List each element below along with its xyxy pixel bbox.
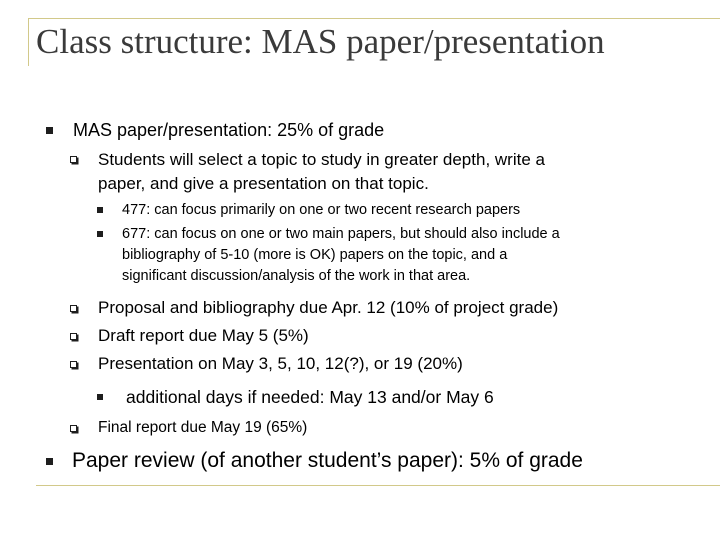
frame-left-line [28,18,29,66]
bullet-text: MAS paper/presentation: 25% of grade [73,120,385,140]
detail-text-line-2: bibliography of 5-10 (more is OK) papers on the topic, and a [122,247,508,263]
detail-text-line-3: significant discussion/analysis of the work in that area. [122,268,471,284]
checkbox-bullet-icon [70,305,77,312]
sub-item-text: Draft report due May 5 (5%) [98,326,309,345]
detail-text-line-1: 677: can focus on one or two main papers, but should also include a [122,226,560,242]
bullet-text: Paper review (of another student’s paper): 5% of grade [72,449,583,472]
square-bullet-icon [97,207,103,213]
frame-bottom-line [36,485,720,486]
sub-item-text: Proposal and bibliography due Apr. 12 (10% of project grade) [98,298,559,317]
square-bullet-icon [97,231,103,237]
square-bullet-icon [97,394,103,400]
sub-item-text: Final report due May 19 (65%) [98,419,308,436]
frame-top-line [28,18,720,19]
sub-item-text-line-1: Students will select a topic to study in greater depth, write a [98,150,545,169]
checkbox-bullet-icon [70,156,77,163]
slide-title: Class structure: MAS paper/presentation [36,22,605,61]
detail-text: 477: can focus primarily on one or two recent research papers [122,202,521,218]
checkbox-bullet-icon [70,361,77,368]
checkbox-bullet-icon [70,425,77,432]
checkbox-bullet-icon [70,333,77,340]
sub-item-text: Presentation on May 3, 5, 10, 12(?), or 19 (20%) [98,354,463,373]
detail-text: additional days if needed: May 13 and/or May 6 [126,387,494,407]
square-bullet-icon [46,127,53,134]
sub-item-text-line-2: paper, and give a presentation on that topic. [98,174,429,193]
square-bullet-icon [46,458,53,465]
